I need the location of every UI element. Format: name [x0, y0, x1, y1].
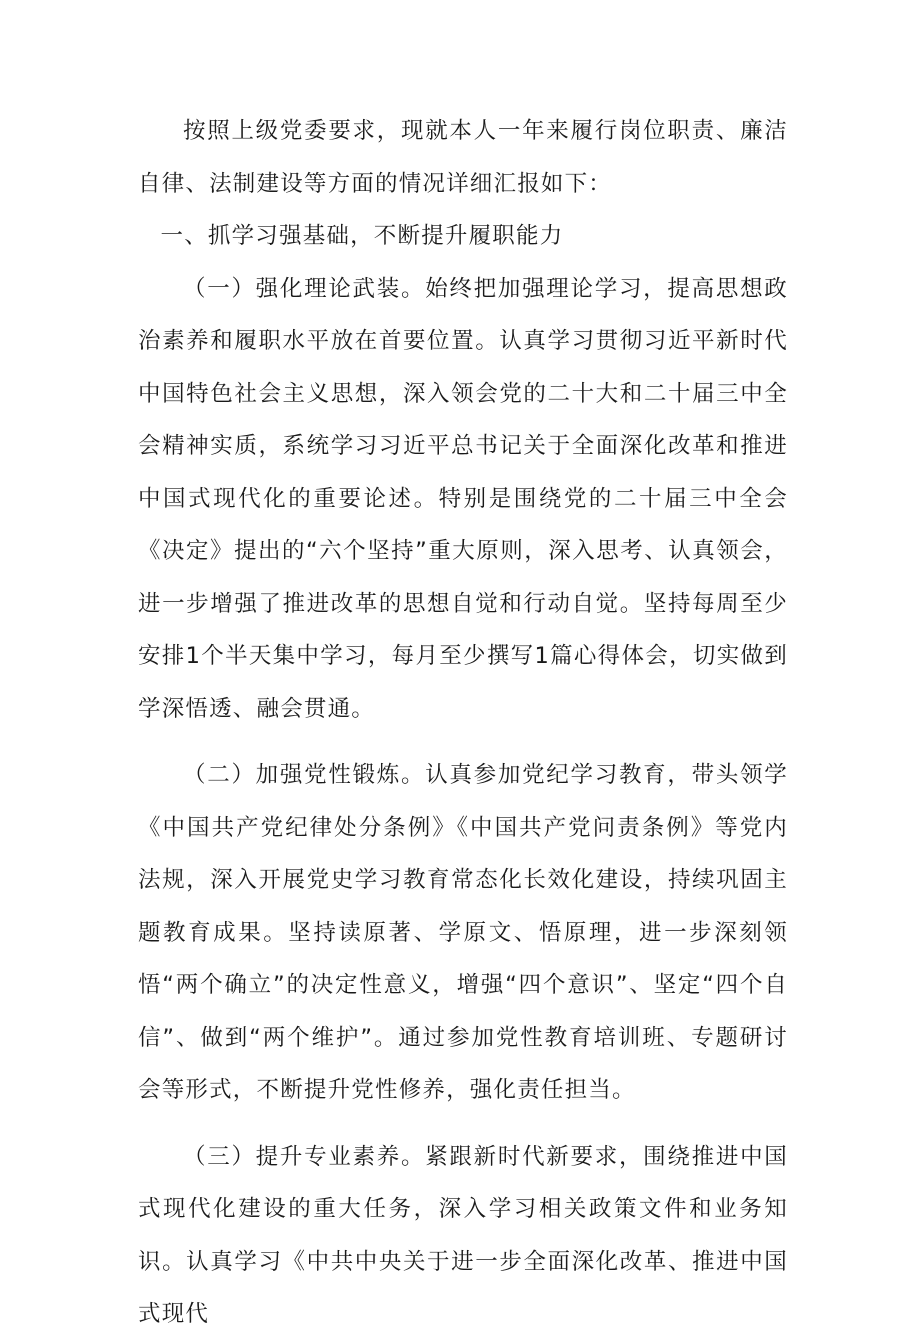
intro-paragraph: 按照上级党委要求，现就本人一年来履行岗位职责、廉洁自律、法制建设等方面的情况详细汇报如下： — [138, 118, 788, 197]
subsection-paragraph-1: （一）强化理论武装。始终把加强理论学习，提高思想政治素养和履职水平放在首要位置。认真学习贯彻习近平新时代中国特色社会主义思想，深入领会党的二十大和二十届三中全会精神实质，系统学习习近平总书记关于全面深化改革和推进中国式现代化的重要论述。特别是围绕党的二十届三中全会《决定》提出的“六个坚持”重大原则，深入思考、认真领会，进一步增强了推进改革的思想自觉和行动自觉。坚持每周至少安排1个半天集中学习，每月至少撰写1篇心得体会，切实做到学深悟透、融会贯通。 — [138, 275, 788, 722]
subsection-paragraph-2: （二）加强党性锻炼。认真参加党纪学习教育，带头领学《中国共产党纪律处分条例》《中国共产党问责条例》等党内法规，深入开展党史学习教育常态化长效化建设，持续巩固主题教育成果。坚持读原著、学原文、悟原理，进一步深刻领悟“两个确立”的决定性意义，增强“四个意识”、坚定“四个自信”、做到“两个维护”。通过参加党性教育培训班、专题研讨会等形式，不断提升党性修养，强化责任担当。 — [138, 762, 788, 1103]
section-heading-1: 一、抓学习强基础，不断提升履职能力 — [160, 223, 564, 249]
subsection-paragraph-3: （三）提升专业素养。紧跟新时代新要求，围绕推进中国式现代化建设的重大任务，深入学习相关政策文件和业务知识。认真学习《中共中央关于进一步全面深化改革、推进中国式现代 — [138, 1143, 788, 1327]
document-body — [138, 105, 788, 1341]
